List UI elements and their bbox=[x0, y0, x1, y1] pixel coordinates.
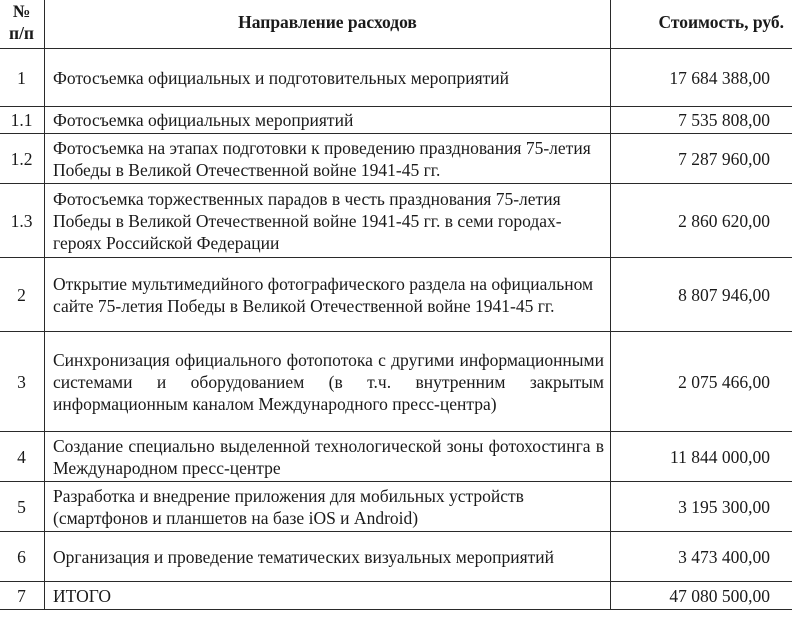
table-row bbox=[0, 49, 792, 107]
row-num: 1.2 bbox=[0, 134, 45, 184]
header-num: № п/п bbox=[0, 0, 45, 49]
row-desc: Открытие мультимедийного фотографического раздела на официальном сайте 75-летия Победы в Великой Отечественной войне 1941-45 гг. bbox=[45, 258, 611, 332]
table-header-row bbox=[0, 0, 792, 49]
row-desc: Фотосъемка торжественных парадов в честь празднования 75-летия Победы в Великой Отечественной войне 1941-45 гг. в семи городах-героях Российской Федерации bbox=[45, 184, 611, 258]
row-cost: 7 287 960,00 bbox=[611, 134, 792, 184]
row-num: 7 bbox=[0, 582, 45, 610]
table-row bbox=[0, 432, 792, 482]
table-row bbox=[0, 482, 792, 532]
table-row bbox=[0, 532, 792, 582]
row-desc: Фотосъемка официальных и подготовительных мероприятий bbox=[45, 49, 611, 107]
row-desc: Создание специально выделенной технологической зоны фотохостинга в Международном пресс-центре bbox=[45, 432, 611, 482]
row-num: 5 bbox=[0, 482, 45, 532]
row-cost: 3 195 300,00 bbox=[611, 482, 792, 532]
table-row bbox=[0, 134, 792, 184]
row-cost: 7 535 808,00 bbox=[611, 107, 792, 134]
row-num: 3 bbox=[0, 332, 45, 432]
row-cost: 47 080 500,00 bbox=[611, 582, 792, 610]
table-row bbox=[0, 258, 792, 332]
header-cost: Стоимость, руб. bbox=[611, 0, 792, 49]
row-desc: Фотосъемка на этапах подготовки к проведению празднования 75-летия Победы в Великой Отечественной войне 1941-45 гг. bbox=[45, 134, 611, 184]
table-row bbox=[0, 332, 792, 432]
row-num: 1.1 bbox=[0, 107, 45, 134]
table-row bbox=[0, 184, 792, 258]
header-direction: Направление расходов bbox=[45, 0, 611, 49]
table-row-total bbox=[0, 582, 792, 610]
row-cost: 3 473 400,00 bbox=[611, 532, 792, 582]
row-cost: 11 844 000,00 bbox=[611, 432, 792, 482]
row-desc: Организация и проведение тематических визуальных мероприятий bbox=[45, 532, 611, 582]
table-row bbox=[0, 107, 792, 134]
row-desc: Синхронизация официального фотопотока с другими информационными системами и оборудованием (в т.ч. внутренним закрытым информационным каналом Международного пресс-центра) bbox=[45, 332, 611, 432]
row-desc: Разработка и внедрение приложения для мобильных устройств (смартфонов и планшетов на базе iOS и Android) bbox=[45, 482, 611, 532]
row-num: 1.3 bbox=[0, 184, 45, 258]
row-desc: ИТОГО bbox=[45, 582, 611, 610]
row-desc: Фотосъемка официальных мероприятий bbox=[45, 107, 611, 134]
row-cost: 8 807 946,00 bbox=[611, 258, 792, 332]
row-num: 1 bbox=[0, 49, 45, 107]
row-cost: 2 075 466,00 bbox=[611, 332, 792, 432]
row-cost: 2 860 620,00 bbox=[611, 184, 792, 258]
row-num: 4 bbox=[0, 432, 45, 482]
row-num: 6 bbox=[0, 532, 45, 582]
row-cost: 17 684 388,00 bbox=[611, 49, 792, 107]
row-num: 2 bbox=[0, 258, 45, 332]
